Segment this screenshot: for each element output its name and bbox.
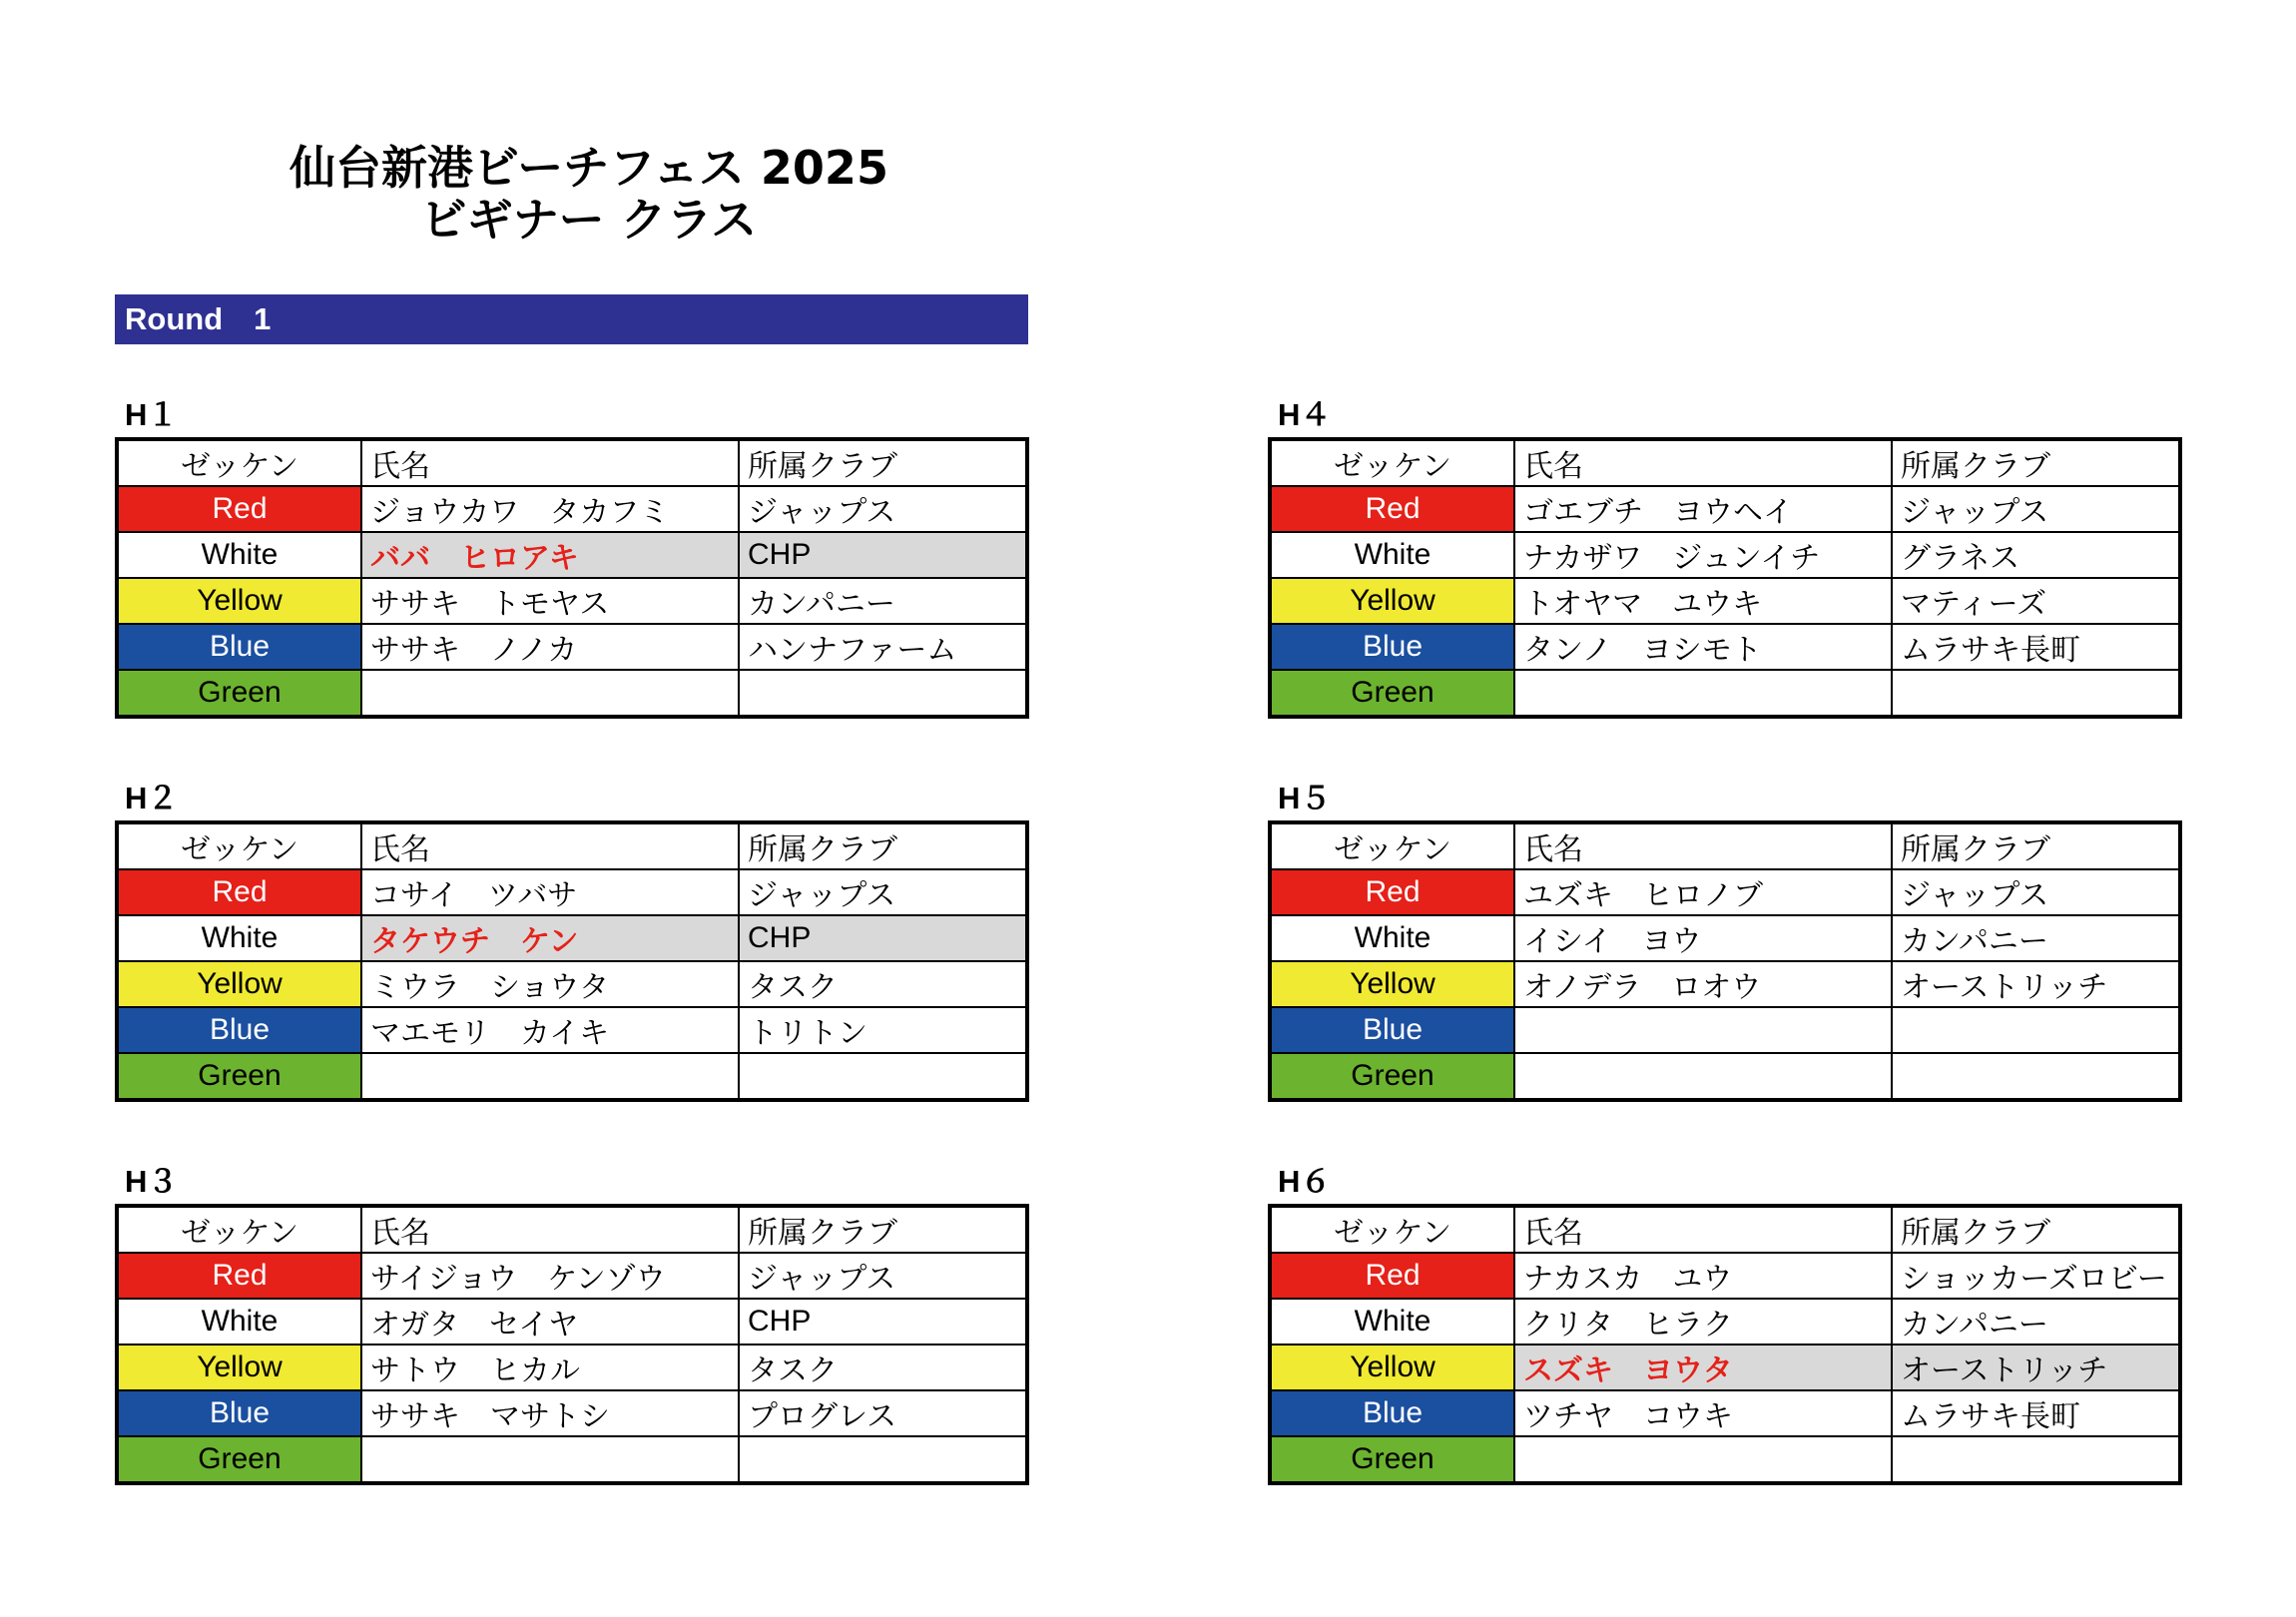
table-row — [117, 1007, 1027, 1053]
bib-color-cell: Blue — [117, 624, 361, 670]
club-cell: ムラサキ長町 — [1892, 624, 2180, 670]
bib-color-cell: Green — [1270, 1053, 1514, 1100]
surfer-name-cell: ジョウカワ タカフミ — [361, 486, 739, 532]
bib-color-cell: Green — [1270, 670, 1514, 717]
surfer-name-cell: コサイ ツバサ — [361, 869, 739, 915]
surfer-name-cell: ミウラ ショウタ — [361, 961, 739, 1007]
round-header: Round 1 — [115, 294, 1028, 344]
column-header-name: 氏名 — [1514, 822, 1892, 869]
club-cell: トリトン — [739, 1007, 1027, 1053]
club-cell: タスク — [739, 961, 1027, 1007]
surfer-name-cell: ツチヤ コウキ — [1514, 1390, 1892, 1436]
surfer-name-cell — [1514, 1053, 1892, 1100]
bib-color-cell: Blue — [1270, 1390, 1514, 1436]
bib-color-cell: Green — [1270, 1436, 1514, 1483]
surfer-name-cell: イシイ ヨウ — [1514, 915, 1892, 961]
heat-table — [1268, 437, 2182, 719]
table-row — [117, 1390, 1027, 1436]
club-cell — [739, 670, 1027, 717]
club-cell — [1892, 1053, 2180, 1100]
heat-table — [115, 437, 1029, 719]
bib-color-cell: Blue — [117, 1390, 361, 1436]
bib-color-cell: Blue — [117, 1007, 361, 1053]
surfer-name-cell: ササキ トモヤス — [361, 578, 739, 624]
bib-color-cell: Blue — [1270, 1007, 1514, 1053]
club-cell: ショッカーズロビー — [1892, 1253, 2180, 1299]
header-row — [117, 822, 1027, 869]
club-cell: ジャップス — [739, 1253, 1027, 1299]
club-cell: オーストリッチ — [1892, 961, 2180, 1007]
heat-table — [1268, 1204, 2182, 1485]
heat-table — [115, 820, 1029, 1102]
surfer-name-cell: ゴエブチ ヨウヘイ — [1514, 486, 1892, 532]
club-cell: マティーズ — [1892, 578, 2180, 624]
table-row — [1270, 578, 2180, 624]
club-cell: CHP — [739, 532, 1027, 578]
heat-label: H２ — [125, 781, 179, 815]
title-line-1: 仙台新港ビーチフェス 2025 — [289, 141, 888, 195]
table-row — [117, 670, 1027, 717]
club-cell: オーストリッチ — [1892, 1345, 2180, 1390]
table-row — [117, 1436, 1027, 1483]
table-row — [117, 1299, 1027, 1345]
table-row — [1270, 1299, 2180, 1345]
surfer-name-cell: ササキ マサトシ — [361, 1390, 739, 1436]
bib-color-cell: Red — [1270, 1253, 1514, 1299]
column-header-bib: ゼッケン — [117, 439, 361, 486]
club-cell: グラネス — [1892, 532, 2180, 578]
bib-color-cell: Yellow — [1270, 961, 1514, 1007]
table-row — [117, 532, 1027, 578]
bib-color-cell: White — [1270, 532, 1514, 578]
surfer-name-cell: タケウチ ケン — [361, 915, 739, 961]
column-header-name: 氏名 — [361, 822, 739, 869]
heat-table — [1268, 820, 2182, 1102]
column-header-bib: ゼッケン — [1270, 822, 1514, 869]
club-cell: ジャップス — [1892, 869, 2180, 915]
table-row — [117, 624, 1027, 670]
bib-color-cell: Red — [117, 1253, 361, 1299]
club-cell: カンパニー — [739, 578, 1027, 624]
club-cell — [739, 1436, 1027, 1483]
club-cell — [1892, 1007, 2180, 1053]
surfer-name-cell — [361, 670, 739, 717]
surfer-name-cell: ナカスカ ユウ — [1514, 1253, 1892, 1299]
bib-color-cell: Red — [1270, 486, 1514, 532]
bib-color-cell: Yellow — [117, 578, 361, 624]
surfer-name-cell: マエモリ カイキ — [361, 1007, 739, 1053]
surfer-name-cell: ババ ヒロアキ — [361, 532, 739, 578]
surfer-name-cell: タンノ ヨシモト — [1514, 624, 1892, 670]
header-row — [1270, 822, 2180, 869]
surfer-name-cell — [1514, 670, 1892, 717]
table-row — [1270, 1253, 2180, 1299]
surfer-name-cell — [1514, 1436, 1892, 1483]
club-cell: CHP — [739, 1299, 1027, 1345]
bib-color-cell: Yellow — [117, 961, 361, 1007]
bib-color-cell: Green — [117, 1053, 361, 1100]
column-header-club: 所属クラブ — [739, 439, 1027, 486]
header-row — [1270, 439, 2180, 486]
heat-table — [115, 1204, 1029, 1485]
surfer-name-cell: サイジョウ ケンゾウ — [361, 1253, 739, 1299]
table-row — [1270, 1390, 2180, 1436]
surfer-name-cell: オノデラ ロオウ — [1514, 961, 1892, 1007]
surfer-name-cell: トオヤマ ユウキ — [1514, 578, 1892, 624]
surfer-name-cell — [361, 1053, 739, 1100]
column-header-bib: ゼッケン — [117, 822, 361, 869]
surfer-name-cell — [1514, 1007, 1892, 1053]
title-line-2: ビギナー クラス — [420, 193, 758, 247]
surfer-name-cell: オガタ セイヤ — [361, 1299, 739, 1345]
club-cell — [739, 1053, 1027, 1100]
surfer-name-cell — [361, 1436, 739, 1483]
heat-label: H６ — [1278, 1164, 1332, 1199]
heat-label: H５ — [1278, 781, 1332, 815]
table-row — [117, 578, 1027, 624]
bib-color-cell: Green — [117, 670, 361, 717]
column-header-bib: ゼッケン — [117, 1206, 361, 1253]
surfer-name-cell: ナカザワ ジュンイチ — [1514, 532, 1892, 578]
header-row — [117, 1206, 1027, 1253]
bib-color-cell: Red — [117, 486, 361, 532]
bib-color-cell: White — [117, 915, 361, 961]
club-cell — [1892, 1436, 2180, 1483]
club-cell: プログレス — [739, 1390, 1027, 1436]
table-row — [117, 1053, 1027, 1100]
bib-color-cell: White — [1270, 1299, 1514, 1345]
column-header-club: 所属クラブ — [739, 1206, 1027, 1253]
column-header-name: 氏名 — [1514, 1206, 1892, 1253]
heat-label: H４ — [1278, 397, 1332, 432]
column-header-name: 氏名 — [1514, 439, 1892, 486]
table-row — [1270, 532, 2180, 578]
table-row — [1270, 1436, 2180, 1483]
bib-color-cell: Red — [1270, 869, 1514, 915]
bib-color-cell: White — [1270, 915, 1514, 961]
column-header-club: 所属クラブ — [1892, 822, 2180, 869]
club-cell: タスク — [739, 1345, 1027, 1390]
bib-color-cell: White — [117, 532, 361, 578]
bib-color-cell: Red — [117, 869, 361, 915]
bib-color-cell: Green — [117, 1436, 361, 1483]
bib-color-cell: Yellow — [117, 1345, 361, 1390]
table-row — [1270, 961, 2180, 1007]
table-row — [1270, 486, 2180, 532]
column-header-name: 氏名 — [361, 439, 739, 486]
club-cell: ジャップス — [1892, 486, 2180, 532]
club-cell: ジャップス — [739, 869, 1027, 915]
table-row — [1270, 670, 2180, 717]
surfer-name-cell: ユズキ ヒロノブ — [1514, 869, 1892, 915]
column-header-name: 氏名 — [361, 1206, 739, 1253]
table-row — [117, 1253, 1027, 1299]
club-cell — [1892, 670, 2180, 717]
table-row — [117, 869, 1027, 915]
column-header-club: 所属クラブ — [739, 822, 1027, 869]
table-row — [117, 486, 1027, 532]
bib-color-cell: Yellow — [1270, 578, 1514, 624]
table-row — [1270, 1053, 2180, 1100]
table-row — [117, 1345, 1027, 1390]
column-header-bib: ゼッケン — [1270, 1206, 1514, 1253]
column-header-club: 所属クラブ — [1892, 439, 2180, 486]
table-row — [117, 915, 1027, 961]
table-row — [1270, 1007, 2180, 1053]
table-row — [1270, 624, 2180, 670]
surfer-name-cell: クリタ ヒラク — [1514, 1299, 1892, 1345]
column-header-bib: ゼッケン — [1270, 439, 1514, 486]
table-row — [1270, 1345, 2180, 1390]
heat-label: H１ — [125, 397, 179, 432]
club-cell: ハンナファーム — [739, 624, 1027, 670]
club-cell: ムラサキ長町 — [1892, 1390, 2180, 1436]
bib-color-cell: White — [117, 1299, 361, 1345]
bib-color-cell: Yellow — [1270, 1345, 1514, 1390]
table-row — [117, 961, 1027, 1007]
header-row — [1270, 1206, 2180, 1253]
table-row — [1270, 869, 2180, 915]
club-cell: CHP — [739, 915, 1027, 961]
surfer-name-cell: サトウ ヒカル — [361, 1345, 739, 1390]
club-cell: ジャップス — [739, 486, 1027, 532]
column-header-club: 所属クラブ — [1892, 1206, 2180, 1253]
heat-label: H３ — [125, 1164, 179, 1199]
header-row — [117, 439, 1027, 486]
surfer-name-cell: ササキ ノノカ — [361, 624, 739, 670]
club-cell: カンパニー — [1892, 1299, 2180, 1345]
club-cell: カンパニー — [1892, 915, 2180, 961]
surfer-name-cell: スズキ ヨウタ — [1514, 1345, 1892, 1390]
table-row — [1270, 915, 2180, 961]
bib-color-cell: Blue — [1270, 624, 1514, 670]
